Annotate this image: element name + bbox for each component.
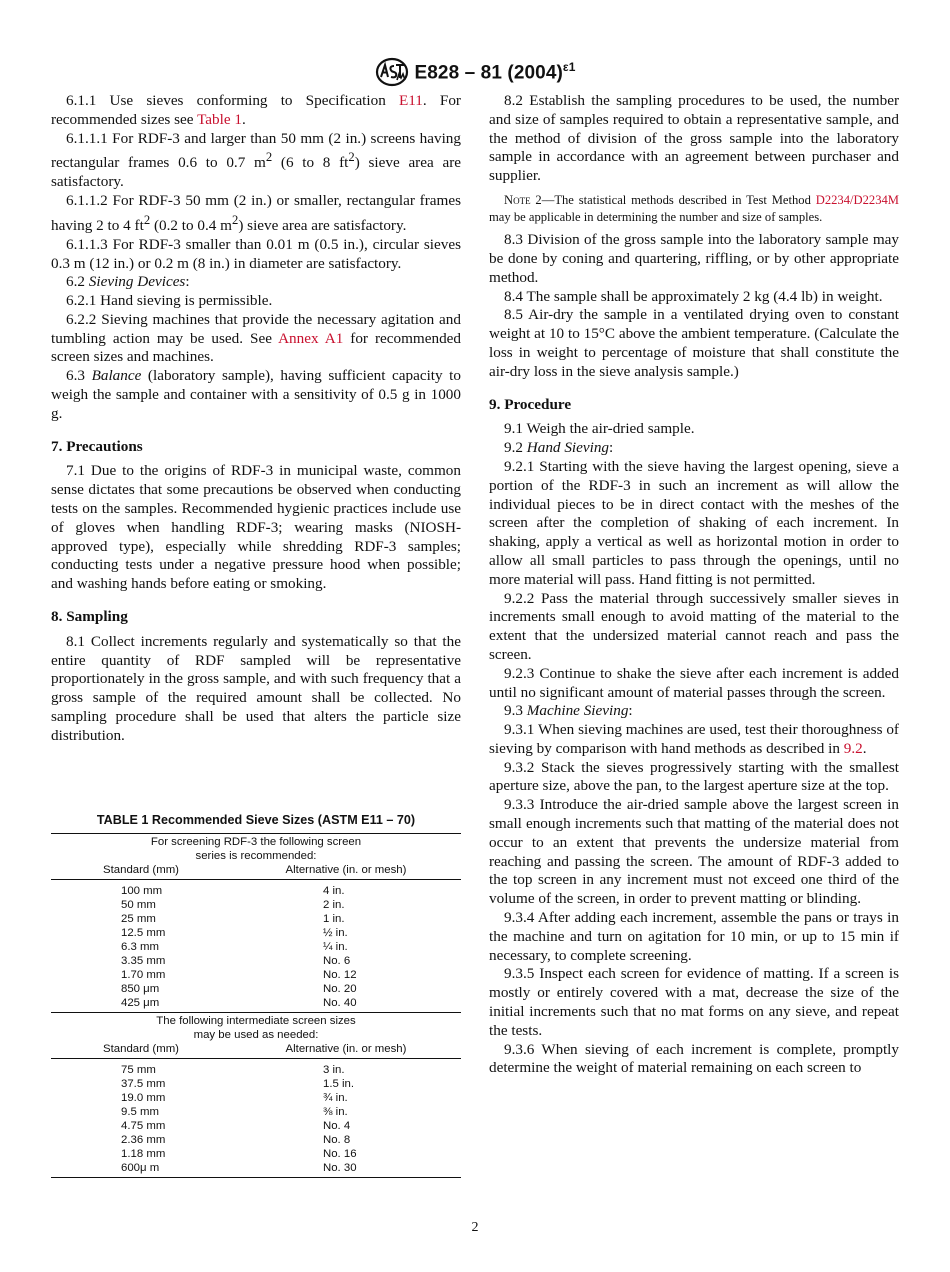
para-6-1-1: 6.1.1 Use sieves conforming to Specification E11. For recommended sizes see Table 1.	[51, 92, 461, 128]
link-d2234[interactable]: D2234/D2234M	[815, 192, 899, 207]
column-headers: Standard (mm) Alternative (in. or mesh)	[103, 864, 407, 877]
table-row: 850 μm No. 20	[121, 983, 357, 996]
table-group-recommended	[51, 834, 461, 1012]
para-6-1-1-2: 6.1.1.2 For RDF-3 50 mm (2 in.) or smaller, rectangular frames having 2 to 4 $ft^2$ (0.2 to 0.4 $m^2$) sieve area are satisfactory.	[51, 192, 461, 234]
table-row: 600μ m No. 30	[121, 1162, 357, 1175]
table-row: 19.0 mm ¾ in.	[121, 1092, 348, 1105]
para-7-1: 7.1 Due to the origins of RDF-3 in municipal waste, common sense dictates that some precautions be observed when conducting tests on the samples. Recommended hygienic practices include use of gloves when handling RDF-3; wearing masks (NIOSH-approved type), especially while shredding RDF-3 samples; conducting tests under a negative pressure hood when possible; and washing hands before eating or smoking.	[51, 462, 461, 593]
document-designation: E828 – 81 $(2004)^{\varepsilon 1}$	[414, 59, 576, 84]
astm-logo-icon	[374, 56, 410, 88]
link-9-2[interactable]: 9.2	[843, 739, 863, 757]
note-2: Note 2—The statistical methods described in Test Method D2234/D2234M may be applicable in determining the number and size of samples.	[489, 192, 899, 224]
para-9-2-3: 9.2.3 Continue to shake the sieve after each increment is added until no significant amount of material passes through the screen.	[489, 664, 899, 701]
para-8-3: 8.3 Division of the gross sample into the laboratory sample may be done by coning and quartering, riffling, or by other appropriate method.	[489, 231, 899, 286]
para-9-3-2: 9.3.2 Stack the sieves progressively starting with the smallest aperture size, above the pan, to the largest aperture size at the top.	[489, 758, 899, 795]
table-row: 50 mm 2 in.	[121, 899, 345, 912]
group-heading: For screening RDF-3 the following screen series is recommended:	[150, 836, 362, 862]
para-8-2: 8.2 Establish the sampling procedures to be used, the number and size of samples required to obtain a representative sample, and the method of division of the gross sample into the laboratory sample in accordance with an agreement between purchaser and supplier.	[489, 92, 899, 185]
para-9-2-1: 9.2.1 Starting with the sieve having the largest opening, sieve a portion of the RDF-3 in such an increment as will allow the individual pieces to be in direct contact with the meshes of the screen after the completion of shaking of each increment. In shaking, apply a vertical as well as horizontal motion in order to allow all small particles to pass through the openings, until no more material will pass. Hand fitting is not permitted.	[489, 457, 899, 588]
para-9-3-5: 9.3.5 Inspect each screen for evidence of matting. If a screen is mostly or entirely covered with a mat, decrease the size of the initial increments such that no mat forms on any sieve, and repeat the tests.	[489, 965, 899, 1039]
table-row: 425 μm No. 40	[121, 997, 357, 1010]
table-row: 9.5 mm ⅜ in.	[121, 1106, 348, 1119]
sieve-sizes-table	[51, 812, 461, 1178]
para-6-2-1: 6.2.1 Hand sieving is permissible.	[66, 292, 273, 310]
table-row: 4.75 mm No. 4	[121, 1120, 351, 1133]
column-headers: Standard (mm) Alternative (in. or mesh)	[103, 1043, 407, 1056]
para-6-1-1-1: 6.1.1.1 For RDF-3 and larger than 50 mm (2 in.) screens having rectangular frames 0.6 to 0.7 $m^2$ (6 to 8 $ft^2$) sieve area are satisfactory.	[51, 129, 461, 191]
para-9-2-2: 9.2.2 Pass the material through successively smaller sieves in increments small enough to avoid matting of the material to the extent that the undersized material cannot reach and pass the screen.	[489, 589, 899, 663]
table-row: 12.5 mm ½ in.	[121, 927, 348, 940]
para-9-1: 9.1 Weigh the air-dried sample.	[504, 420, 695, 438]
section-heading-9: 9. Procedure	[489, 395, 572, 413]
table-row: 25 mm 1 in.	[121, 913, 345, 926]
page-number: 2	[471, 1220, 479, 1235]
page-header	[0, 56, 950, 88]
right-column	[489, 92, 899, 1078]
para-9-3: 9.3 Machine Sieving:	[504, 702, 633, 720]
table-row: 75 mm 3 in.	[121, 1064, 345, 1077]
para-9-3-6: 9.3.6 When sieving of each increment is complete, promptly determine the weight of material remaining on each screen to	[489, 1040, 899, 1077]
table-row: 37.5 mm 1.5 in.	[121, 1078, 355, 1091]
para-6-2-2: 6.2.2 Sieving machines that provide the necessary agitation and tumbling action may be used. See Annex A1 for recommended screen sizes and machines.	[51, 310, 462, 366]
para-6-2: 6.2 Sieving Devices:	[66, 273, 190, 291]
para-6-1-1-3: 6.1.1.3 For RDF-3 smaller than 0.01 m (0.5 in.), circular sieves 0.3 m (12 in.) or 0.2 m (8 in.) in diameter are satisfactory.	[51, 235, 461, 272]
table-group-intermediate	[51, 1013, 461, 1177]
table-row: 1.70 mm No. 12	[121, 969, 357, 982]
para-6-3: 6.3 Balance (laboratory sample), having sufficient capacity to weigh the sample and container with a sensitivity of 0.5 g in 1000 g.	[51, 367, 461, 422]
left-column	[51, 92, 461, 746]
link-e11[interactable]: E11	[399, 92, 423, 109]
para-8-5: 8.5 Air-dry the sample in a ventilated drying oven to constant weight at 10 to 15°C above the ambient temperature. (Calculate the loss in weight to percentage of moisture that shall constitute the air-dry loss in the sieve analysis sample.)	[489, 306, 899, 380]
table-title: TABLE 1 Recommended Sieve Sizes (ASTM E11 – 70)	[96, 813, 416, 827]
table-row: 2.36 mm No. 8	[121, 1134, 351, 1147]
table-row: 6.3 mm ¼ in.	[121, 941, 348, 954]
para-9-2: 9.2 Hand Sieving:	[504, 439, 614, 457]
group-heading: The following intermediate screen sizes may be used as needed:	[156, 1015, 356, 1041]
section-heading-7: 7. Precautions	[51, 437, 143, 455]
table-row: 1.18 mm No. 16	[121, 1148, 357, 1161]
table-row: 3.35 mm No. 6	[121, 955, 351, 968]
para-8-1: 8.1 Collect increments regularly and systematically so that the entire quantity of RDF sampled will be representative proportionately in the gross sample, and with such frequency that a gross sample of the required amount shall be collected. No sampling procedure shall be used that alters the particle size distribution.	[51, 632, 461, 744]
para-9-3-3: 9.3.3 Introduce the air-dried sample above the largest screen in small enough increments such that matting of the material does not occur to an extent that prevents the undersize material from reaching and passing the screen. The amount of RDF-3 added to the top screen in any increment must not exceed one third of the volume of the screen, in order to prevent matting or blinding.	[489, 796, 899, 908]
para-9-3-4: 9.3.4 After adding each increment, assemble the pans or trays in the machine and turn on agitation for 10 min, or up to 15 min if necessary, to complete screening.	[489, 909, 899, 964]
para-8-4: 8.4 The sample shall be approximately 2 kg (4.4 lb) in weight.	[504, 287, 883, 305]
link-table-1[interactable]: Table 1	[197, 110, 242, 128]
link-annex-a1[interactable]: Annex A1	[278, 329, 344, 347]
section-heading-8: 8. Sampling	[51, 608, 128, 626]
para-9-3-1: 9.3.1 When sieving machines are used, test their thoroughness of sieving by comparison with hand methods as described in 9.2.	[489, 721, 899, 757]
table-row: 100 mm 4 in.	[121, 885, 345, 898]
